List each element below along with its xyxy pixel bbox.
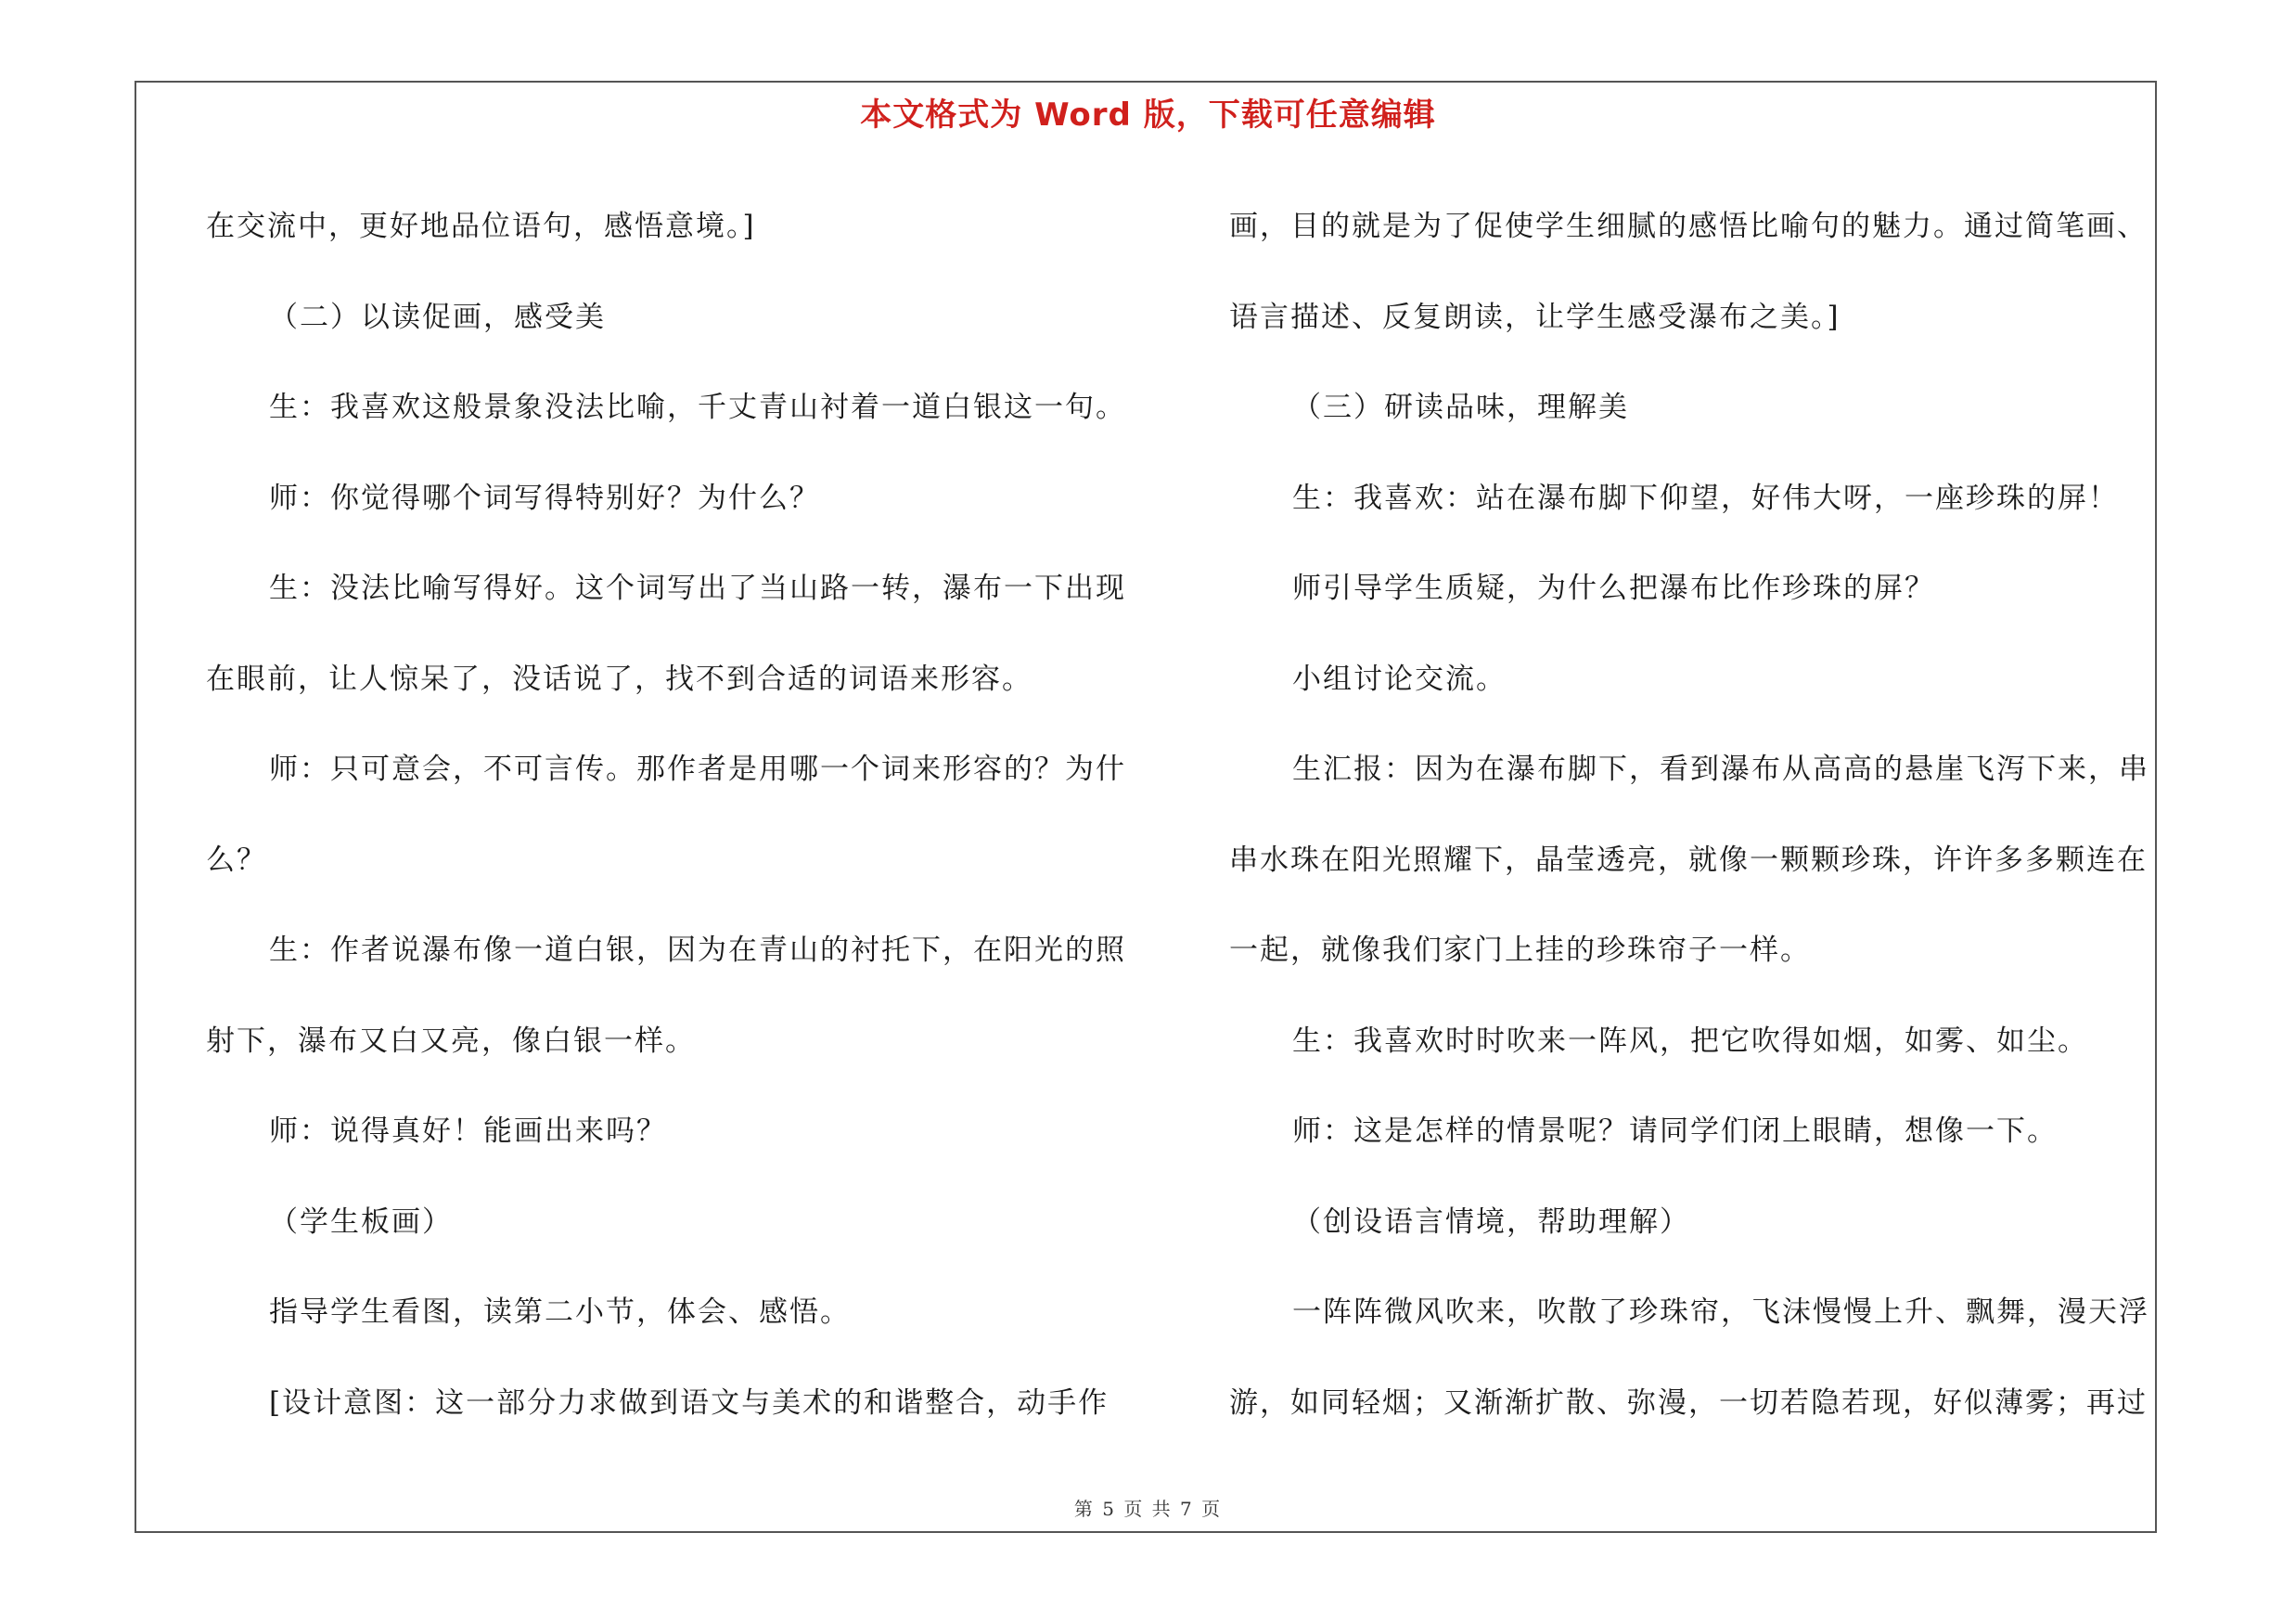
text-line: 师：这是怎样的情景呢？请同学们闭上眼睛，想像一下。 <box>1292 1114 2058 1148</box>
text-line: 串水珠在阳光照耀下，晶莹透亮，就像一颗颗珍珠，许许多多颗连在 <box>1229 843 2148 877</box>
text-line: 师：你觉得哪个词写得特别好？为什么？ <box>269 481 820 515</box>
text-line: 小组讨论交流。 <box>1292 662 1507 696</box>
text-line: 指导学生看图，读第二小节，体会、感悟。 <box>269 1295 851 1329</box>
text-line: 射下，瀑布又白又亮，像白银一样。 <box>206 1024 696 1058</box>
text-line: 生：我喜欢时时吹来一阵风，把它吹得如烟，如雾、如尘。 <box>1292 1024 2088 1058</box>
text-line: 么？ <box>206 843 267 877</box>
text-line: （三）研读品味，理解美 <box>1292 391 1629 424</box>
text-line: 生：我喜欢这般景象没法比喻，千丈青山衬着一道白银这一句。 <box>269 391 1126 424</box>
text-line: [设计意图：这一部分力求做到语文与美术的和谐整合，动手作 <box>269 1385 1110 1420</box>
text-line: 师引导学生质疑，为什么把瀑布比作珍珠的屏？ <box>1292 572 1935 605</box>
page-number-footer: 第 5 页 共 7 页 <box>1073 1498 1223 1520</box>
text-line: 画，目的就是为了促使学生细腻的感悟比喻句的魅力。通过简笔画、 <box>1229 210 2148 243</box>
text-line: 生：我喜欢：站在瀑布脚下仰望，好伟大呀，一座珍珠的屏！ <box>1292 481 2119 515</box>
text-line: 生：作者说瀑布像一道白银，因为在青山的衬托下，在阳光的照 <box>269 934 1126 967</box>
right-text-column <box>1229 182 2185 1449</box>
text-line: （学生板画） <box>269 1204 453 1239</box>
text-line: 在交流中，更好地品位语句，感悟意境。] <box>206 210 756 243</box>
left-text-column <box>206 182 1134 1449</box>
text-line: （创设语言情境，帮助理解） <box>1292 1204 1690 1239</box>
text-line: 生汇报：因为在瀑布脚下，看到瀑布从高高的悬崖飞泻下来，串 <box>1292 753 2149 786</box>
text-line: 游，如同轻烟；又渐渐扩散、弥漫，一切若隐若现，好似薄雾；再过 <box>1229 1385 2148 1420</box>
text-line: 师：只可意会，不可言传。那作者是用哪一个词来形容的？为什 <box>269 753 1126 786</box>
text-line: 一阵阵微风吹来，吹散了珍珠帘，飞沫慢慢上升、飘舞，漫天浮 <box>1292 1295 2149 1329</box>
text-line: 生：没法比喻写得好。这个词写出了当山路一转，瀑布一下出现 <box>269 572 1126 605</box>
text-line: 一起，就像我们家门上挂的珍珠帘子一样。 <box>1229 934 1811 967</box>
text-line: 在眼前，让人惊呆了，没话说了，找不到合适的词语来形容。 <box>206 662 1033 696</box>
text-line: 语言描述、反复朗读，让学生感受瀑布之美。] <box>1229 300 1841 334</box>
text-line: （二）以读促画，感受美 <box>269 300 606 334</box>
text-line: 师：说得真好！能画出来吗？ <box>269 1114 667 1148</box>
header-banner: 本文格式为 Word 版，下载可任意编辑 <box>860 97 1436 134</box>
